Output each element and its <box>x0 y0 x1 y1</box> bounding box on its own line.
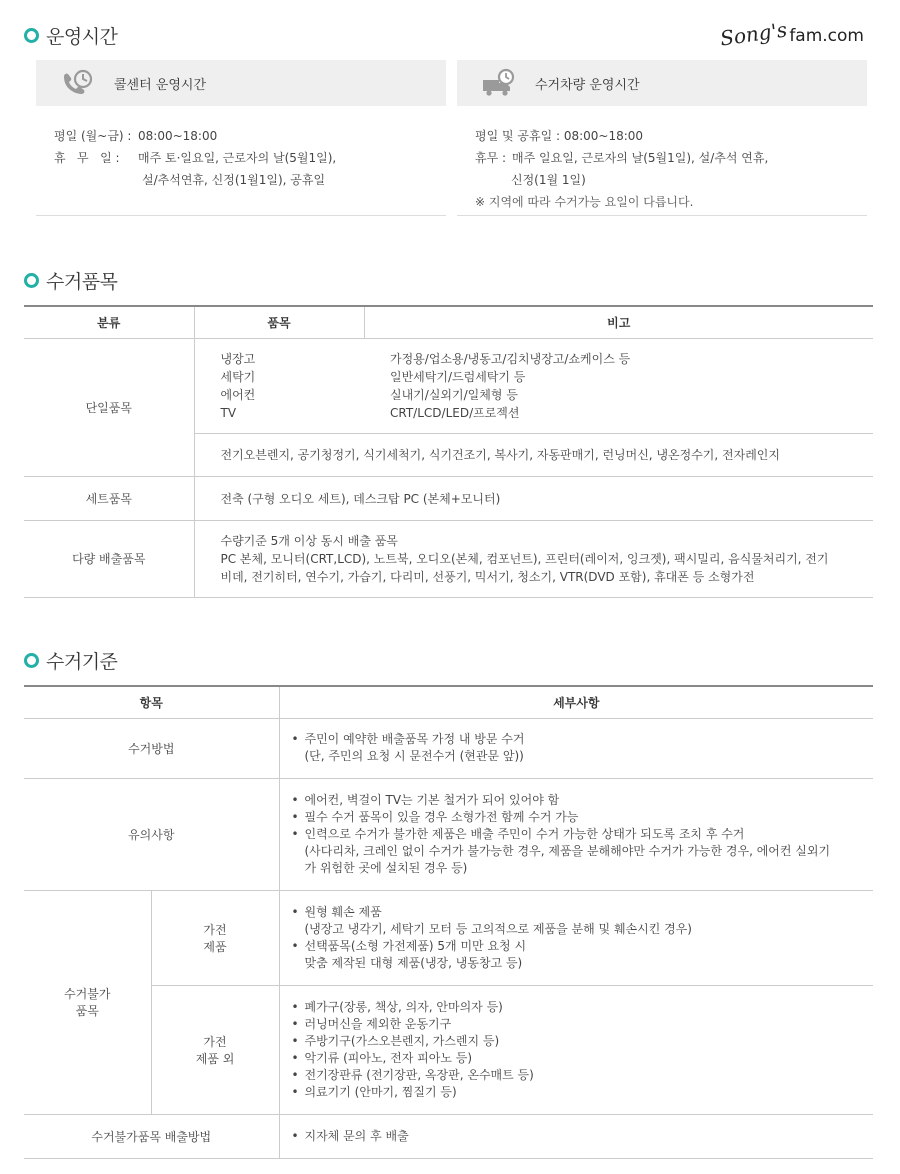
bullet-list <box>280 999 874 1101</box>
list-item: • 전기장판류 (전기장판, 옥장판, 온수매트 등) <box>290 1067 874 1084</box>
holiday-value: 매주 토·일요일, 근로자의 날(5월1일), <box>138 151 337 165</box>
list-item: 실내기/실외기/일체형 등 <box>390 387 518 402</box>
list-item: (냉장고 냉각기, 세탁기 모터 등 고의적으로 제품을 분해 및 훼손시킨 경우) <box>304 921 692 936</box>
items-table-header <box>24 306 873 338</box>
truck-clock-icon <box>481 68 517 98</box>
circle-bullet-icon <box>24 653 39 668</box>
table-row <box>24 985 873 1114</box>
truck-note: ※ 지역에 따라 수거가능 요일이 다릅니다. <box>475 195 694 209</box>
list-item: • 악기류 (피아노, 전자 피아노 등) <box>290 1050 874 1067</box>
call-center-title: 콜센터 운영시간 <box>114 77 207 93</box>
label-appliance: 가전 제품 <box>151 890 279 985</box>
disposal-details <box>279 1114 873 1158</box>
weekday-label: 평일 (월~금) : <box>54 129 132 143</box>
bullet-list <box>280 792 874 877</box>
call-center-body <box>36 106 446 216</box>
call-center-hours-box <box>36 60 446 216</box>
list-item: PC 본체, 모니터(CRT,LCD), 노트북, 오디오(본체, 컴포넌트), 프린터(레이저, 잉크젯), 팩시밀리, 음식물처리기, 전기 <box>220 551 829 566</box>
table-row <box>24 338 873 433</box>
list-item: TV <box>220 405 237 420</box>
list-item: 맞춤 제작된 대형 제품(냉장, 냉동창고 등) <box>304 955 523 970</box>
table-row <box>24 520 873 597</box>
truck-title: 수거차량 운영시간 <box>535 77 640 93</box>
list-item: • 주방기구(가스오븐렌지, 가스렌지 등) <box>290 1033 874 1050</box>
list-item: • 주민이 예약한 배출품목 가정 내 방문 수거 <box>290 731 874 748</box>
section-title-items: 수거품목 <box>24 267 117 294</box>
truck-hours-box <box>457 60 867 216</box>
label-method: 수거방법 <box>24 718 279 778</box>
single-items-list <box>194 338 364 433</box>
holiday-value-2: 설/추석연휴, 신정(1월1일), 공휴일 <box>142 173 326 187</box>
list-item: • 인력으로 수거가 불가한 제품은 배출 주민이 수거 가능한 상태가 되도록 조치 후 수거 <box>290 826 874 843</box>
criteria-table <box>24 685 873 1159</box>
phone-clock-icon <box>60 68 96 98</box>
items-table <box>24 305 873 598</box>
watermark-site: fam.com <box>789 26 864 46</box>
holiday-label: 휴 무 일 : <box>54 151 120 165</box>
truck-line-1: 평일 및 공휴일 : 08:00~18:00 <box>475 129 644 143</box>
bulk-items <box>194 520 873 597</box>
method-details <box>279 718 873 778</box>
circle-bullet-icon <box>24 28 39 43</box>
label-non-appliance: 가전 제품 외 <box>151 985 279 1114</box>
set-items: 전축 (구형 오디오 세트), 데스크탑 PC (본체+모니터) <box>194 476 873 520</box>
watermark-script: Song's <box>718 17 789 51</box>
category-set: 세트품목 <box>24 476 194 520</box>
label-caution: 유의사항 <box>24 778 279 890</box>
section-title-hours: 운영시간 <box>24 22 117 49</box>
list-item: • 선택품목(소형 가전제품) 5개 미만 요청 시 <box>290 938 874 955</box>
table-row <box>24 476 873 520</box>
list-item: • 의료기기 (안마기, 찜질기 등) <box>290 1084 874 1101</box>
table-row <box>24 890 873 985</box>
table-row <box>24 718 873 778</box>
watermark <box>718 17 864 51</box>
list-item: 가정용/업소용/냉동고/김치냉장고/쇼케이스 등 <box>390 351 631 366</box>
truck-line-3: 신정(1월 1일) <box>511 173 586 187</box>
list-item: 수량기준 5개 이상 동시 배출 품목 <box>220 533 398 548</box>
list-item: • 러닝머신을 제외한 운동기구 <box>290 1016 874 1033</box>
list-item: • 지자체 문의 후 배출 <box>290 1128 874 1145</box>
truck-header <box>457 60 867 106</box>
caution-details <box>279 778 873 890</box>
header-item: 항목 <box>24 686 279 718</box>
appliance-details <box>279 890 873 985</box>
list-item: 비데, 전기히터, 연수기, 가습기, 다리미, 선풍기, 믹서기, 청소기, VTR(DVD 포함), 휴대폰 등 소형가전 <box>220 569 755 584</box>
table-row <box>24 778 873 890</box>
circle-bullet-icon <box>24 273 39 288</box>
criteria-table-header <box>24 686 873 718</box>
single-items-extra: 전기오븐렌지, 공기청정기, 식기세척기, 식기건조기, 복사기, 자동판매기, 런닝머신, 냉온정수기, 전자레인지 <box>194 433 873 476</box>
bullet-list <box>280 1128 874 1145</box>
list-item: • 필수 수거 품목이 있을 경우 소형가전 함께 수거 가능 <box>290 809 874 826</box>
list-item: 에어컨 <box>220 387 256 402</box>
list-item: 일반세탁기/드럼세탁기 등 <box>390 369 526 384</box>
non-appliance-details <box>279 985 873 1114</box>
table-row <box>24 1114 873 1158</box>
list-item: 세탁기 <box>220 369 256 384</box>
section-title-criteria: 수거기준 <box>24 647 117 674</box>
list-item: (단, 주민의 요청 시 문전수거 (현관문 앞)) <box>304 749 524 763</box>
list-item: CRT/LCD/LED/프로젝션 <box>390 405 520 420</box>
truck-off-label: 휴무 : <box>475 151 507 165</box>
call-center-header <box>36 60 446 106</box>
single-items-notes <box>364 338 873 433</box>
header-detail: 세부사항 <box>279 686 873 718</box>
list-item: 가 위험한 곳에 설치된 경우 등) <box>304 860 468 875</box>
header-item: 품목 <box>194 306 364 338</box>
list-item: • 원형 훼손 제품 <box>290 904 874 921</box>
label-not-allowed: 수거불가 품목 <box>24 890 151 1114</box>
header-category: 분류 <box>24 306 194 338</box>
header-remark: 비고 <box>364 306 873 338</box>
bullet-list <box>280 904 874 972</box>
list-item: 냉장고 <box>220 351 256 366</box>
category-single: 단일품목 <box>24 338 194 476</box>
category-bulk: 다량 배출품목 <box>24 520 194 597</box>
bullet-list <box>280 731 874 765</box>
list-item: • 폐가구(장롱, 책상, 의자, 안마의자 등) <box>290 999 874 1016</box>
list-item: • 에어컨, 벽걸이 TV는 기본 철거가 되어 있어야 함 <box>290 792 874 809</box>
truck-off-value: 매주 일요일, 근로자의 날(5월1일), 설/추석 연휴, <box>512 151 769 165</box>
list-item: (사다리차, 크레인 없이 수거가 불가능한 경우, 제품을 분해해야만 수거가 가능한 경우, 에어컨 실외기 <box>304 843 831 858</box>
label-disposal: 수거불가품목 배출방법 <box>24 1114 279 1158</box>
weekday-value: 08:00~18:00 <box>138 129 218 143</box>
truck-body <box>457 106 867 216</box>
